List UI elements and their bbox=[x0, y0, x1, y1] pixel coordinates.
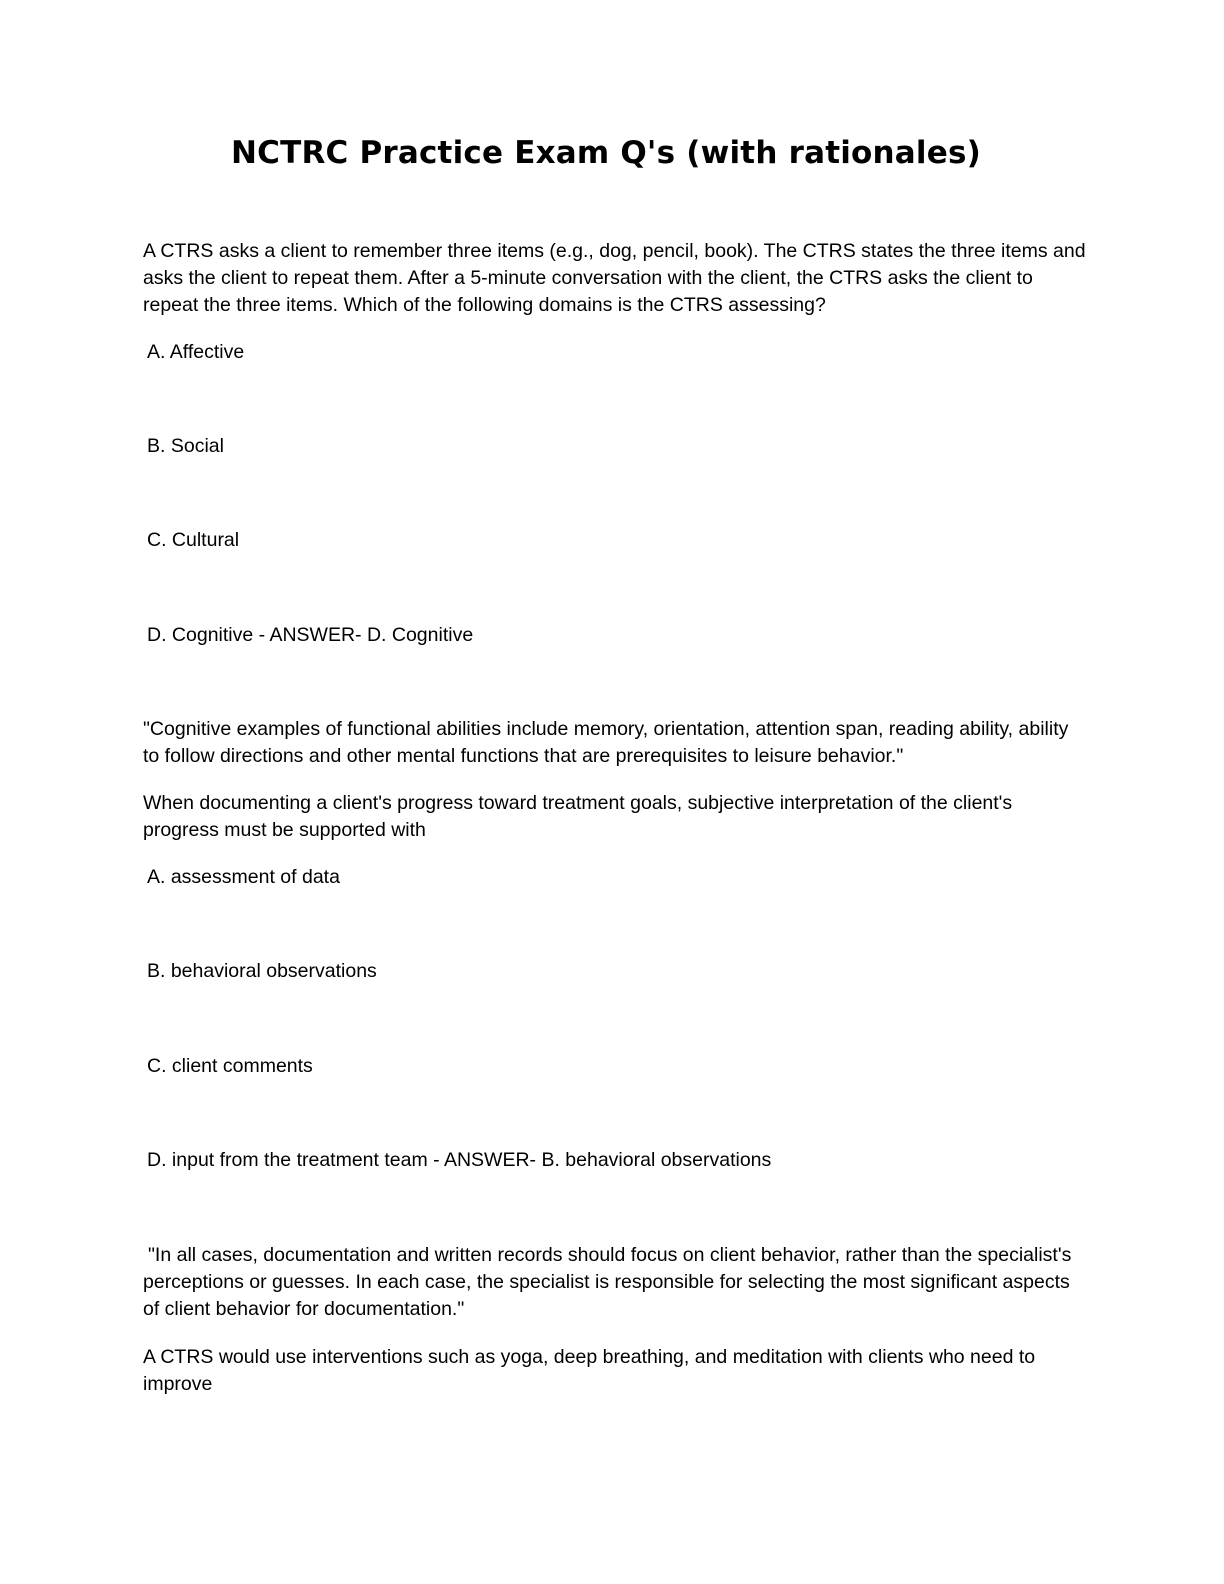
question-1-text: A CTRS asks a client to remember three items (e.g., dog, pencil, book). The CTRS states the three items and asks the client to repeat them. After a 5-minute conversation with the client, the CTRS asks the client to repeat the three items. Which of the following domains is the CTRS assessing? bbox=[143, 240, 1086, 316]
question-1-option-a: A. Affective bbox=[147, 341, 245, 363]
question-2-option-c: C. client comments bbox=[147, 1055, 313, 1077]
question-2-rationale: "In all cases, documentation and written records should focus on client behavior, rather than the specialist's perceptions or guesses. In each case, the specialist is responsible for selecting the most significant aspects of client behavior for documentation." bbox=[143, 1244, 1072, 1320]
question-1-option-b: B. Social bbox=[147, 435, 224, 457]
document-title: NCTRC Practice Exam Q's (with rationales) bbox=[231, 135, 981, 171]
question-2-option-b: B. behavioral observations bbox=[147, 960, 377, 982]
question-2-option-a: A. assessment of data bbox=[147, 866, 340, 888]
question-1-option-c: C. Cultural bbox=[147, 529, 240, 551]
question-3-text: A CTRS would use interventions such as yoga, deep breathing, and meditation with clients who need to improve bbox=[143, 1346, 1036, 1395]
question-2-text: When documenting a client's progress toward treatment goals, subjective interpretation of the client's progress must be supported with bbox=[143, 792, 1013, 841]
question-2-option-d-answer: D. input from the treatment team - ANSWER- B. behavioral observations bbox=[147, 1149, 772, 1171]
question-1-rationale: "Cognitive examples of functional abilities include memory, orientation, attention span, reading ability, ability to follow directions and other mental functions that are prerequisites to leisure behavior." bbox=[143, 718, 1069, 767]
question-1-option-d-answer: D. Cognitive - ANSWER- D. Cognitive bbox=[147, 624, 474, 646]
